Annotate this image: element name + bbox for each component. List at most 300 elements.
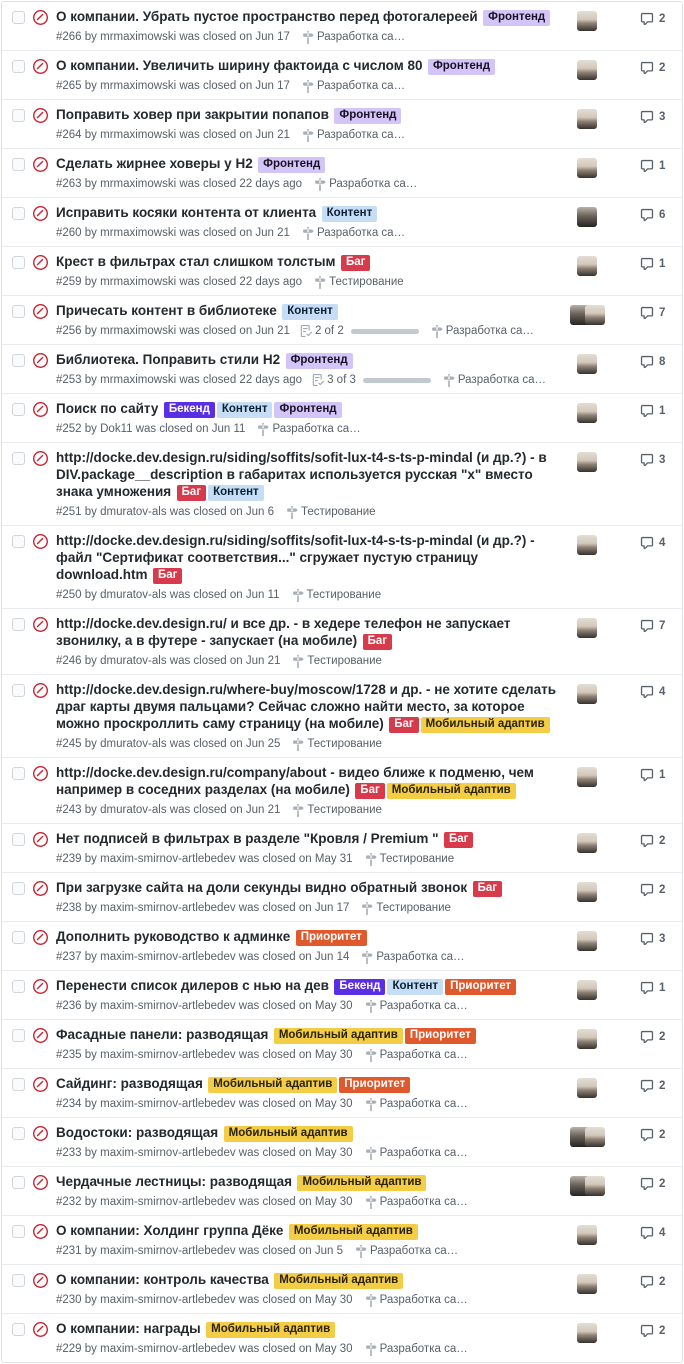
issue-title-link[interactable]: Причесать контент в библиотеке	[56, 303, 277, 318]
issue-label[interactable]: Фронтенд	[483, 10, 550, 26]
milestone-name: Разработка са…	[457, 374, 547, 386]
milestone-icon	[365, 1049, 377, 1062]
issue-meta: #232 by maxim-smirnov-artlebedev was closed on May 30	[56, 1196, 353, 1208]
issue-label[interactable]: Бекенд	[164, 402, 215, 418]
assignee-avatars	[564, 1222, 610, 1245]
issue-meta: #235 by maxim-smirnov-artlebedev was closed on May 30	[56, 1049, 353, 1061]
select-issue-checkbox[interactable]	[12, 767, 25, 780]
issue-title-link[interactable]: О компании: контроль качества	[56, 1272, 269, 1287]
issue-label[interactable]: Баг	[473, 881, 502, 897]
select-issue-checkbox[interactable]	[12, 1225, 25, 1238]
comments-link[interactable]	[610, 532, 682, 550]
issue-main	[48, 204, 564, 240]
milestone-icon	[365, 1000, 377, 1013]
task-progress-text: 3 of 3	[327, 374, 356, 386]
assignee-avatar[interactable]	[577, 403, 597, 423]
assignee-avatar[interactable]	[577, 1274, 597, 1294]
issue-label[interactable]: Приоритет	[405, 1028, 476, 1044]
assignee-avatar[interactable]	[577, 207, 597, 227]
comment-count: 2	[659, 1080, 666, 1092]
assignee-avatar[interactable]	[577, 11, 597, 31]
select-issue-checkbox[interactable]	[12, 1323, 25, 1336]
assignee-avatar[interactable]	[577, 256, 597, 276]
issue-label[interactable]: Баг	[363, 634, 392, 650]
issue-main	[48, 1222, 564, 1258]
milestone-link[interactable]	[302, 226, 405, 240]
milestone-link[interactable]	[292, 737, 382, 751]
milestone-icon	[365, 1147, 377, 1160]
issue-main	[48, 400, 564, 436]
issue-title-link[interactable]: Поправить ховер при закрытии попапов	[56, 107, 329, 122]
milestone-name: Разработка са…	[272, 423, 361, 435]
issue-label[interactable]: Фронтенд	[334, 108, 401, 124]
issue-row	[2, 1068, 682, 1117]
assignee-avatars	[564, 302, 610, 325]
milestone-icon	[361, 902, 373, 915]
comment-icon	[640, 404, 654, 418]
issue-row	[2, 2, 682, 50]
milestone-icon	[355, 1245, 367, 1258]
milestone-icon	[443, 374, 455, 387]
comment-icon	[640, 257, 654, 271]
issue-meta: #234 by maxim-smirnov-artlebedev was closed on May 30	[56, 1098, 353, 1110]
assignee-avatars	[564, 106, 610, 129]
issue-label[interactable]: Приоритет	[296, 930, 367, 946]
comment-icon	[640, 1275, 654, 1289]
issue-title-link[interactable]: Перенести список дилеров с нью на дев	[56, 978, 329, 993]
issue-meta: #253 by mrmaximowski was closed 22 days ago	[56, 374, 303, 386]
issue-meta: #233 by maxim-smirnov-artlebedev was closed on May 30	[56, 1147, 353, 1159]
comment-icon	[640, 1324, 654, 1338]
select-issue-checkbox[interactable]	[12, 403, 25, 416]
select-issue-checkbox[interactable]	[12, 1274, 25, 1287]
issue-main	[48, 615, 564, 668]
issue-label[interactable]: Баг	[355, 783, 384, 799]
issue-main	[48, 1320, 564, 1356]
issue-meta: #239 by maxim-smirnov-artlebedev was closed on May 31	[56, 853, 353, 865]
issue-label[interactable]: Баг	[444, 832, 473, 848]
comments-link[interactable]	[610, 1075, 682, 1093]
select-issue-checkbox[interactable]	[12, 882, 25, 895]
issue-labels	[176, 483, 265, 500]
comments-link[interactable]	[610, 928, 682, 946]
issue-title-link[interactable]: Поиск по сайту	[56, 401, 159, 416]
comments-link[interactable]	[610, 253, 682, 271]
issue-title-link[interactable]: Сделать жирнее ховеры у H2	[56, 156, 253, 171]
select-issue-checkbox[interactable]	[12, 452, 25, 465]
assignee-avatars	[564, 351, 610, 374]
assignee-avatar[interactable]	[577, 684, 597, 704]
select-issue-checkbox[interactable]	[12, 1078, 25, 1091]
issue-row	[2, 50, 682, 99]
issue-labels	[285, 351, 354, 368]
task-progress-bar	[363, 378, 431, 383]
milestone-icon	[286, 506, 298, 519]
issue-label[interactable]: Мобильный адаптив	[421, 717, 550, 733]
issue-label[interactable]: Фронтенд	[286, 353, 353, 369]
issue-title-link[interactable]: http://docke.dev.design.ru/ и все др. - в хедере телефон не запускает звонилку, а в футере - запускает (на мобиле)	[56, 616, 511, 648]
select-issue-checkbox[interactable]	[12, 60, 25, 73]
comment-count: 3	[659, 454, 666, 466]
select-issue-checkbox[interactable]	[12, 931, 25, 944]
issue-label[interactable]: Контент	[282, 304, 338, 320]
issue-meta: #251 by dmuratov-als was closed on Jun 6	[56, 506, 274, 518]
milestone-icon	[302, 129, 314, 142]
comments-link[interactable]	[610, 449, 682, 467]
comments-link[interactable]	[610, 155, 682, 173]
issue-title-link[interactable]: http://docke.dev.design.ru/siding/soffits/sofit-lux-t4-s-ts-p-mindal (и др.?) - файл "Сертификат соответствия..." сгружает пустую страницу download.htm	[56, 533, 535, 582]
issue-label[interactable]: Баг	[177, 485, 206, 501]
comment-count: 8	[659, 356, 666, 368]
comment-count: 2	[659, 62, 666, 74]
issue-row	[2, 393, 682, 442]
issue-main	[48, 681, 564, 751]
issue-meta: #246 by dmuratov-als was closed on Jun 21	[56, 655, 281, 667]
comment-icon	[640, 768, 654, 782]
issue-labels	[321, 204, 379, 221]
issue-title-link[interactable]: Крест в фильтрах стал слишком толстым	[56, 254, 336, 269]
select-issue-checkbox[interactable]	[12, 256, 25, 269]
issue-closed-icon	[33, 1175, 48, 1190]
comments-link[interactable]	[610, 204, 682, 222]
milestone-link[interactable]	[355, 1244, 458, 1258]
milestone-link[interactable]	[314, 275, 404, 289]
issue-meta: #230 by maxim-smirnov-artlebedev was closed on May 30	[56, 1294, 353, 1306]
milestone-link[interactable]	[365, 1293, 468, 1307]
issue-closed-icon	[33, 59, 48, 74]
comments-link[interactable]	[610, 1320, 682, 1338]
issue-meta: #260 by mrmaximowski was closed on Jun 21	[56, 227, 290, 239]
comments-link[interactable]	[610, 1222, 682, 1240]
comments-link[interactable]	[610, 879, 682, 897]
milestone-icon	[365, 853, 377, 866]
comments-link[interactable]	[610, 302, 682, 320]
issue-title-link[interactable]: Водостоки: разводящая	[56, 1125, 219, 1140]
select-issue-checkbox[interactable]	[12, 11, 25, 24]
select-issue-checkbox[interactable]	[12, 980, 25, 993]
issue-title-link[interactable]: О компании: награды	[56, 1321, 201, 1336]
milestone-link[interactable]	[292, 588, 382, 602]
milestone-link[interactable]	[286, 505, 376, 519]
assignee-avatar[interactable]	[577, 1225, 597, 1245]
assignee-avatar[interactable]	[577, 767, 597, 787]
issue-row	[2, 148, 682, 197]
assignee-avatar[interactable]	[577, 618, 597, 638]
issue-label[interactable]: Фронтенд	[428, 59, 495, 75]
issue-title-link[interactable]: При загрузке сайта на доли секунды видно обратный звонок	[56, 880, 468, 895]
milestone-link[interactable]	[365, 1048, 468, 1062]
select-issue-checkbox[interactable]	[12, 305, 25, 318]
issue-label[interactable]: Контент	[322, 206, 378, 222]
issue-main	[48, 532, 564, 602]
comment-count: 2	[659, 1325, 666, 1337]
select-issue-checkbox[interactable]	[12, 354, 25, 367]
comment-count: 1	[659, 982, 666, 994]
issue-main	[48, 351, 564, 387]
issue-label[interactable]: Контент	[208, 485, 264, 501]
issue-meta: #250 by dmuratov-als was closed on Jun 11	[56, 589, 280, 601]
assignee-avatar[interactable]	[585, 305, 605, 325]
issue-row	[2, 1019, 682, 1068]
comments-link[interactable]	[610, 1271, 682, 1289]
assignee-avatars	[564, 1026, 610, 1049]
milestone-link[interactable]	[443, 373, 546, 387]
milestone-link[interactable]	[302, 79, 405, 93]
issue-closed-icon	[33, 402, 48, 417]
issue-row	[2, 442, 682, 525]
issue-row	[2, 921, 682, 970]
comment-count: 7	[659, 307, 666, 319]
issue-closed-icon	[33, 451, 48, 466]
comment-icon	[640, 619, 654, 633]
assignee-avatar[interactable]	[577, 1323, 597, 1343]
issue-row	[2, 674, 682, 757]
assignee-avatar[interactable]	[577, 1078, 597, 1098]
comment-count: 2	[659, 1031, 666, 1043]
assignee-avatar[interactable]	[577, 60, 597, 80]
select-issue-checkbox[interactable]	[12, 109, 25, 122]
issue-label[interactable]: Мобильный адаптив	[297, 1175, 426, 1191]
comments-link[interactable]	[610, 106, 682, 124]
assignee-avatar[interactable]	[577, 833, 597, 853]
assignee-avatars	[564, 1173, 610, 1196]
issue-labels	[472, 879, 503, 896]
select-issue-checkbox[interactable]	[12, 833, 25, 846]
issue-closed-icon	[33, 157, 48, 172]
issue-main	[48, 106, 564, 142]
issue-row	[2, 1215, 682, 1264]
issue-row	[2, 1166, 682, 1215]
assignee-avatar[interactable]	[577, 980, 597, 1000]
comments-link[interactable]	[610, 977, 682, 995]
issue-main	[48, 1124, 564, 1160]
issue-label[interactable]: Мобильный адаптив	[206, 1322, 335, 1338]
select-issue-checkbox[interactable]	[12, 1029, 25, 1042]
issue-label[interactable]: Баг	[153, 568, 182, 584]
milestone-link[interactable]	[361, 901, 451, 915]
comments-link[interactable]	[610, 830, 682, 848]
issue-title-link[interactable]: О компании: Холдинг группа Дёке	[56, 1223, 284, 1238]
issue-label[interactable]: Фронтенд	[274, 402, 341, 418]
comments-link[interactable]	[610, 351, 682, 369]
milestone-name: Тестирование	[307, 655, 382, 667]
issue-title-link[interactable]: Чердачные лестницы: разводящая	[56, 1174, 293, 1189]
issue-title-link[interactable]: http://docke.dev.design.ru/siding/soffits/sofit-lux-t4-s-ts-p-mindal (и др.?) - в DIV.package__description в габаритах используется русская "х" вместо знака умножения	[56, 450, 547, 499]
issue-label[interactable]: Баг	[389, 717, 418, 733]
select-issue-checkbox[interactable]	[12, 207, 25, 220]
milestone-name: Тестирование	[300, 506, 376, 518]
comments-link[interactable]	[610, 1124, 682, 1142]
assignee-avatars	[564, 155, 610, 178]
milestone-link[interactable]	[365, 1146, 468, 1160]
assignee-avatar[interactable]	[585, 1176, 605, 1196]
assignee-avatar[interactable]	[577, 931, 597, 951]
issue-title-link[interactable]: Сайдинг: разводящая	[56, 1076, 203, 1091]
issue-meta: #236 by maxim-smirnov-artlebedev was closed on May 30	[56, 1000, 353, 1012]
issue-closed-icon	[33, 930, 48, 945]
milestone-name: Разработка са…	[316, 31, 406, 43]
issue-label[interactable]: Баг	[341, 255, 370, 271]
issue-title-link[interactable]: Дополнить руководство к админке	[56, 929, 291, 944]
issue-closed-icon	[33, 1322, 48, 1337]
comments-link[interactable]	[610, 1026, 682, 1044]
comment-icon	[640, 981, 654, 995]
select-issue-checkbox[interactable]	[12, 1127, 25, 1140]
comment-icon	[640, 536, 654, 550]
comment-count: 2	[659, 13, 666, 25]
issue-label[interactable]: Приоритет	[339, 1077, 410, 1093]
assignee-avatar[interactable]	[577, 109, 597, 129]
issue-closed-icon	[33, 832, 48, 847]
select-issue-checkbox[interactable]	[12, 535, 25, 548]
issue-title-link[interactable]: http://docke.dev.design.ru/where-buy/moscow/1728 и др. - не хотите сделать драг карты двумя пальцами? Сейчас сложно найти место, за которое можно проскроллить саму страницу (на мобиле)	[56, 682, 557, 731]
milestone-link[interactable]	[292, 803, 382, 817]
milestone-link[interactable]	[361, 950, 464, 964]
comment-count: 2	[659, 1129, 666, 1141]
issue-labels	[443, 830, 474, 847]
milestone-name: Тестирование	[306, 589, 382, 601]
milestone-link[interactable]	[365, 1342, 468, 1356]
issue-labels	[296, 1173, 427, 1190]
issue-label[interactable]: Мобильный адаптив	[289, 1224, 418, 1240]
issue-meta: #264 by mrmaximowski was closed on Jun 21	[56, 129, 290, 141]
milestone-link[interactable]	[257, 422, 360, 436]
assignee-avatar[interactable]	[577, 158, 597, 178]
issue-label[interactable]: Фронтенд	[258, 157, 325, 173]
issue-closed-icon	[33, 683, 48, 698]
issue-closed-icon	[33, 1273, 48, 1288]
issue-row	[2, 1264, 682, 1313]
assignee-avatar[interactable]	[577, 882, 597, 902]
comment-count: 4	[659, 1227, 666, 1239]
comment-count: 3	[659, 933, 666, 945]
milestone-name: Разработка са…	[379, 1000, 468, 1012]
assignee-avatars	[564, 764, 610, 787]
issue-title-link[interactable]: Нет подписей в фильтрах в разделе "Кровля / Premium "	[56, 831, 439, 846]
assignee-avatar[interactable]	[577, 1029, 597, 1049]
issue-labels	[205, 1320, 336, 1337]
milestone-link[interactable]	[365, 852, 455, 866]
assignee-avatars	[564, 253, 610, 276]
issue-labels	[333, 977, 517, 994]
issues-list	[1, 1, 683, 1363]
checklist-icon	[300, 325, 312, 337]
issue-main	[48, 8, 564, 44]
issue-row	[2, 525, 682, 608]
issue-label[interactable]: Мобильный адаптив	[274, 1028, 403, 1044]
issue-row	[2, 197, 682, 246]
issue-title-link[interactable]: Исправить косяки контента от клиента	[56, 205, 317, 220]
issue-closed-icon	[33, 304, 48, 319]
milestone-icon	[365, 1098, 377, 1111]
milestone-name: Разработка са…	[376, 951, 465, 963]
milestone-name: Тестирование	[379, 853, 455, 865]
assignee-avatars	[564, 1271, 610, 1294]
issue-main	[48, 302, 564, 338]
milestone-link[interactable]	[302, 128, 405, 142]
comment-count: 4	[659, 686, 666, 698]
assignee-avatars	[564, 681, 610, 704]
issue-title-link[interactable]: О компании. Увеличить ширину фактоида с числом 80	[56, 58, 423, 73]
issue-label[interactable]: Мобильный адаптив	[274, 1273, 403, 1289]
issue-meta: #252 by Dok11 was closed on Jun 11	[56, 423, 246, 435]
issue-title-link[interactable]: http://docke.dev.design.ru/company/about - видео ближе к подменю, чем например в соседних разделах (на мобиле)	[56, 765, 534, 797]
milestone-link[interactable]	[365, 1195, 468, 1209]
milestone-name: Разработка са…	[379, 1147, 468, 1159]
comments-link[interactable]	[610, 8, 682, 26]
issue-meta: #259 by mrmaximowski was closed 22 days ago	[56, 276, 303, 288]
comments-link[interactable]	[610, 57, 682, 75]
issue-label[interactable]: Контент	[217, 402, 273, 418]
select-issue-checkbox[interactable]	[12, 684, 25, 697]
task-progress	[300, 324, 419, 338]
issue-closed-icon	[33, 1028, 48, 1043]
milestone-icon	[292, 589, 304, 602]
assignee-avatar[interactable]	[577, 535, 597, 555]
milestone-icon	[292, 738, 304, 751]
milestone-name: Разработка са…	[316, 227, 406, 239]
milestone-name: Тестирование	[329, 276, 404, 288]
milestone-link[interactable]	[292, 654, 382, 668]
issue-title-link[interactable]: О компании. Убрать пустое пространство перед фотогалереей	[56, 9, 478, 24]
issue-label[interactable]: Мобильный адаптив	[208, 1077, 337, 1093]
issue-main	[48, 253, 564, 289]
issue-closed-icon	[33, 979, 48, 994]
issue-main	[48, 1075, 564, 1111]
select-issue-checkbox[interactable]	[12, 158, 25, 171]
comments-link[interactable]	[610, 764, 682, 782]
issue-main	[48, 879, 564, 915]
milestone-name: Разработка са…	[370, 1245, 459, 1257]
select-issue-checkbox[interactable]	[12, 618, 25, 631]
comment-icon	[640, 159, 654, 173]
milestone-icon	[257, 423, 269, 436]
comment-icon	[640, 1177, 654, 1191]
issue-title-link[interactable]: Библиотека. Поправить стили H2	[56, 352, 281, 367]
assignee-avatars	[564, 977, 610, 1000]
milestone-link[interactable]	[365, 1097, 468, 1111]
issue-label[interactable]: Контент	[387, 979, 443, 995]
issue-meta: #231 by maxim-smirnov-artlebedev was closed on Jun 5	[56, 1245, 343, 1257]
assignee-avatar[interactable]	[577, 452, 597, 472]
comment-count: 1	[659, 258, 666, 270]
milestone-icon	[292, 655, 304, 668]
issue-label[interactable]: Бекенд	[334, 979, 385, 995]
comments-link[interactable]	[610, 1173, 682, 1191]
issue-meta: #265 by mrmaximowski was closed on Jun 17	[56, 80, 290, 92]
issue-row	[2, 1117, 682, 1166]
milestone-link[interactable]	[365, 999, 468, 1013]
issue-label[interactable]: Приоритет	[445, 979, 516, 995]
milestone-link[interactable]	[302, 30, 405, 44]
milestone-link[interactable]	[314, 177, 417, 191]
issue-label[interactable]: Мобильный адаптив	[387, 783, 516, 799]
comments-link[interactable]	[610, 615, 682, 633]
assignee-avatar[interactable]	[577, 354, 597, 374]
milestone-link[interactable]	[431, 324, 534, 338]
comment-icon	[640, 1030, 654, 1044]
milestone-icon	[302, 31, 314, 44]
comments-link[interactable]	[610, 400, 682, 418]
comment-count: 1	[659, 405, 666, 417]
comments-link[interactable]	[610, 681, 682, 699]
issue-title-link[interactable]: Фасадные панели: разводящая	[56, 1027, 269, 1042]
issue-labels	[273, 1026, 477, 1043]
issue-label[interactable]: Мобильный адаптив	[224, 1126, 353, 1142]
issue-labels	[288, 1222, 419, 1239]
assignee-avatar[interactable]	[585, 1127, 605, 1147]
select-issue-checkbox[interactable]	[12, 1176, 25, 1189]
